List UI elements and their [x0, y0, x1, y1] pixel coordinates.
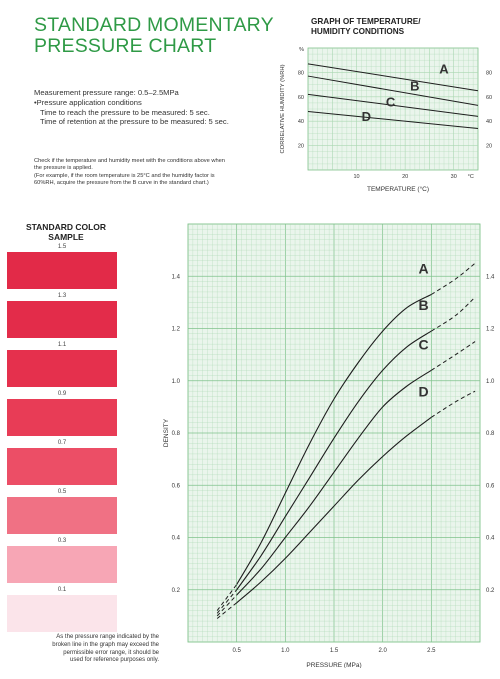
y-tick-label: 40 — [297, 119, 304, 126]
right-tick-label: 1.2 — [486, 326, 495, 333]
conditions-title: •Pressure application conditions — [34, 97, 142, 107]
y-axis-label: CORRELATIVE HUMIDITY (%RH) — [280, 64, 286, 154]
check-note-line-3: (For example, if the room temperature is 25°C and the humidity factor is — [34, 172, 215, 179]
x-tick-label: 10 — [353, 174, 360, 180]
y-tick-label: 1.4 — [171, 274, 180, 281]
temperature-humidity-chart — [272, 38, 500, 194]
footnote-line-4: used for reference purposes only. — [70, 657, 159, 664]
retention-time: Time of retention at the pressure to be measured: 5 sec. — [40, 117, 229, 127]
series-label-B: B — [418, 297, 429, 314]
y-tick-label: 0.6 — [171, 483, 180, 490]
swatch-label: 1.3 — [57, 293, 67, 299]
density-pressure-chart — [150, 216, 500, 668]
swatch-label: 1.5 — [57, 244, 67, 250]
measurement-conditions — [34, 88, 294, 127]
swatch-label: 0.3 — [57, 538, 67, 544]
x-unit-tick: °C — [467, 174, 474, 180]
y-tick-label: 0.4 — [171, 535, 180, 542]
right-tick-label: 80 — [486, 70, 493, 77]
color-swatch — [7, 301, 117, 338]
x-tick-label: 2.5 — [427, 648, 436, 654]
x-axis-label: TEMPERATURE (°C) — [366, 186, 430, 193]
series-label-B: B — [410, 78, 420, 94]
swatch-label: 1.1 — [57, 342, 67, 348]
right-tick-label: 1.0 — [486, 378, 495, 385]
x-tick-label: 0.5 — [232, 648, 241, 654]
y-axis-label: DENSITY — [163, 418, 170, 448]
x-tick-label: 30 — [450, 174, 457, 180]
y-tick-label: 0.2 — [171, 587, 180, 594]
color-sample-title-line-1: STANDARD COLOR — [25, 222, 107, 232]
color-swatch — [7, 448, 117, 485]
check-note — [34, 158, 274, 188]
swatch-label: 0.1 — [57, 587, 67, 593]
title-line-1: STANDARD MOMENTARY — [34, 14, 274, 36]
color-swatch — [7, 350, 117, 387]
x-axis-label: PRESSURE (MPa) — [306, 662, 362, 668]
right-tick-label: 0.6 — [486, 483, 495, 490]
measurement-range: Measurement pressure range: 0.5–2.5MPa — [34, 88, 179, 97]
title-line-2: PRESSURE CHART — [34, 35, 217, 57]
small-chart-title — [311, 17, 471, 36]
series-label-A: A — [418, 260, 429, 277]
right-tick-label: 0.2 — [486, 587, 495, 594]
swatch-label: 0.9 — [57, 391, 67, 397]
series-label-C: C — [418, 336, 429, 353]
color-swatch — [7, 595, 117, 632]
right-tick-label: 0.8 — [486, 431, 495, 437]
color-swatch — [7, 252, 117, 289]
x-tick-label: 20 — [402, 174, 409, 180]
footnote-line-2: broken line in the graph may exceed the — [52, 641, 159, 648]
small-chart-title-line-1: GRAPH OF TEMPERATURE/ — [311, 17, 421, 26]
series-label-D: D — [361, 109, 371, 125]
reach-time: Time to reach the pressure to be measured: 5 sec. — [40, 107, 210, 117]
footnote-line-1: As the pressure range indicated by the — [56, 634, 159, 640]
series-label-A: A — [439, 61, 449, 77]
color-sample-title — [12, 222, 120, 242]
y-tick-label: 60 — [297, 94, 304, 101]
swatch-label: 0.5 — [57, 489, 67, 495]
color-swatch — [7, 399, 117, 436]
right-tick-label: 20 — [486, 143, 493, 150]
right-tick-label: 60 — [486, 94, 493, 101]
check-note-line-4: 60%RH, acquire the pressure from the B curve in the standard chart.) — [34, 180, 209, 187]
check-note-line-1: Check if the temperature and humidity meet with the conditions above when — [34, 158, 225, 164]
right-tick-label: 0.4 — [486, 535, 495, 542]
x-tick-label: 2.0 — [378, 648, 387, 654]
y-tick-label: 1.0 — [171, 378, 180, 385]
check-note-line-2: the pressure is applied. — [34, 165, 93, 172]
y-tick-label: 0.8 — [171, 431, 180, 437]
y-tick-label: 80 — [297, 70, 304, 77]
footnote — [33, 634, 159, 665]
series-label-C: C — [385, 94, 396, 110]
right-tick-label: 1.4 — [486, 274, 495, 281]
color-swatch — [7, 546, 117, 583]
color-sample-title-line-2: SAMPLE — [48, 232, 84, 242]
footnote-line-3: permissible error range, it should be — [63, 649, 159, 656]
y-unit-tick: % — [299, 47, 304, 53]
right-tick-label: 40 — [486, 119, 493, 126]
x-tick-label: 1.5 — [329, 648, 339, 654]
y-tick-label: 1.2 — [171, 326, 180, 333]
color-swatch — [7, 497, 117, 534]
x-tick-label: 1.0 — [281, 648, 290, 654]
small-chart-title-line-2: HUMIDITY CONDITIONS — [311, 26, 405, 36]
page-title — [34, 15, 274, 57]
y-tick-label: 20 — [297, 143, 304, 150]
swatch-label: 0.7 — [57, 440, 67, 446]
series-label-D: D — [418, 383, 429, 400]
